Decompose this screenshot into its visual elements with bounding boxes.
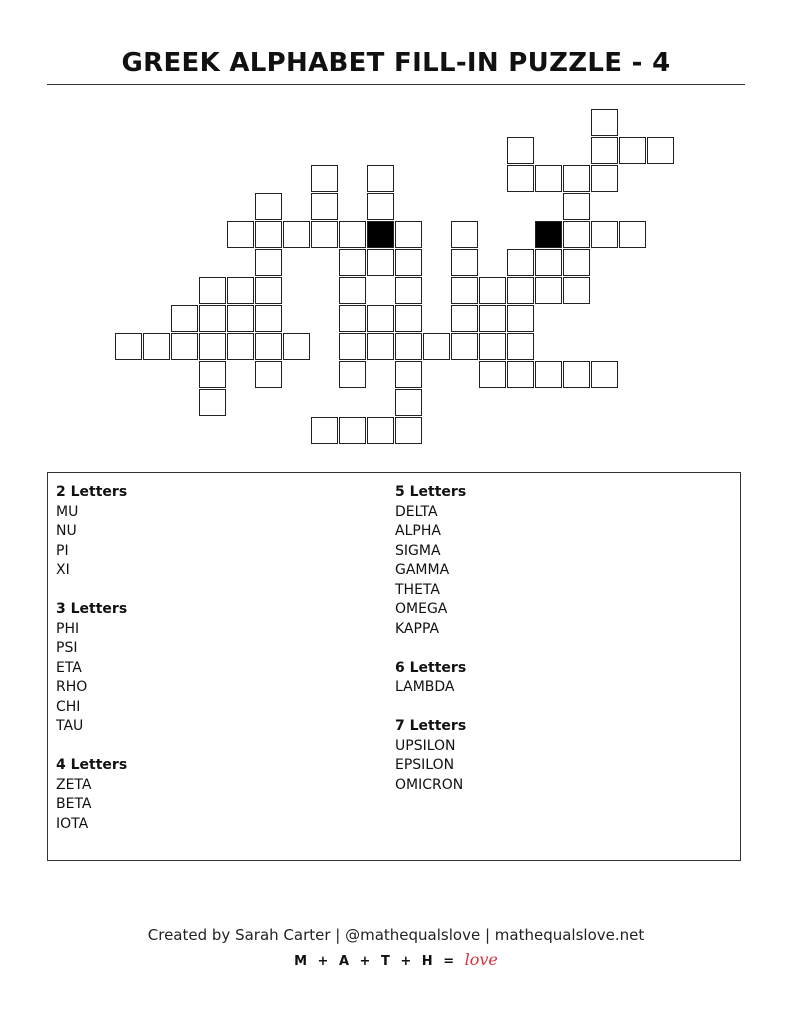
page-title: GREEK ALPHABET FILL-IN PUZZLE - 4 xyxy=(121,48,671,78)
grid-cell[interactable] xyxy=(283,333,310,360)
word-item: GAMMA xyxy=(395,562,450,578)
grid-cell[interactable] xyxy=(227,333,254,360)
grid-cell[interactable] xyxy=(367,417,394,444)
word-item: IOTA xyxy=(56,815,89,832)
word-item: PHI xyxy=(56,620,80,637)
word-item: DELTA xyxy=(395,503,438,520)
logo-love: love xyxy=(464,950,498,969)
word-item: CHI xyxy=(56,698,81,715)
grid-cell[interactable] xyxy=(535,249,562,276)
grid-cell[interactable] xyxy=(255,249,282,276)
grid-cell[interactable] xyxy=(479,333,506,360)
word-group xyxy=(56,600,127,737)
word-item: LAMBDA xyxy=(395,679,455,695)
word-bank-right-column xyxy=(395,483,466,815)
word-group xyxy=(395,717,466,795)
grid-cell[interactable] xyxy=(591,361,618,388)
word-group-heading: 7 Letters xyxy=(395,718,467,734)
grid-cell[interactable] xyxy=(199,333,226,360)
grid-cell[interactable] xyxy=(311,417,338,444)
word-bank-left-column xyxy=(56,483,127,854)
grid-cell[interactable] xyxy=(451,333,478,360)
grid-cell[interactable] xyxy=(451,277,478,304)
grid-cell[interactable] xyxy=(563,165,590,192)
grid-cell[interactable] xyxy=(367,333,394,360)
grid-cell[interactable] xyxy=(591,109,618,136)
word-item: KAPPA xyxy=(395,620,440,637)
grid-cell[interactable] xyxy=(451,249,478,276)
word-item: RHO xyxy=(56,679,88,695)
grid-cell[interactable] xyxy=(423,333,450,360)
grid-cell[interactable] xyxy=(143,333,170,360)
grid-cell[interactable] xyxy=(619,221,646,248)
grid-cell[interactable] xyxy=(591,221,618,248)
grid-cell[interactable] xyxy=(311,193,338,220)
grid-cell[interactable] xyxy=(199,389,226,416)
grid-cell[interactable] xyxy=(171,333,198,360)
grid-cell[interactable] xyxy=(339,305,366,332)
grid-cell[interactable] xyxy=(563,221,590,248)
word-bank xyxy=(47,472,741,861)
word-item: ZETA xyxy=(56,776,92,793)
word-group-heading: 6 Letters xyxy=(395,659,467,676)
word-item: PI xyxy=(56,542,69,559)
grid-cell[interactable] xyxy=(339,333,366,360)
grid-cell[interactable] xyxy=(227,277,254,304)
word-item: ALPHA xyxy=(395,523,441,539)
word-group xyxy=(395,659,466,698)
grid-cell[interactable] xyxy=(507,137,534,164)
grid-cell[interactable] xyxy=(395,361,422,388)
word-item: EPSILON xyxy=(395,757,455,773)
grid-cell[interactable] xyxy=(339,417,366,444)
grid-cell[interactable] xyxy=(507,249,534,276)
word-item: UPSILON xyxy=(395,737,456,754)
word-group-heading: 4 Letters xyxy=(56,757,128,773)
word-item: TAU xyxy=(56,718,84,734)
grid-cell[interactable] xyxy=(283,221,310,248)
grid-cell[interactable] xyxy=(591,165,618,192)
grid-cell[interactable] xyxy=(395,221,422,248)
grid-cell[interactable] xyxy=(339,221,366,248)
word-item: SIGMA xyxy=(395,542,441,559)
grid-cell[interactable] xyxy=(171,305,198,332)
word-group xyxy=(56,483,127,581)
word-group-heading: 2 Letters xyxy=(56,484,128,500)
grid-cell[interactable] xyxy=(115,333,142,360)
grid-cell[interactable] xyxy=(395,305,422,332)
grid-cell[interactable] xyxy=(367,305,394,332)
word-item: NU xyxy=(56,523,77,539)
logo-text: M + A + T + H = xyxy=(294,954,458,969)
grid-cell[interactable] xyxy=(255,277,282,304)
grid-cell[interactable] xyxy=(507,333,534,360)
blocked-cell xyxy=(367,221,394,248)
grid-cell[interactable] xyxy=(507,361,534,388)
word-item: MU xyxy=(56,503,79,520)
word-item: OMICRON xyxy=(395,776,464,793)
word-group-heading: 3 Letters xyxy=(56,601,128,617)
grid-cell[interactable] xyxy=(507,165,534,192)
grid-cell[interactable] xyxy=(451,305,478,332)
word-group-heading: 5 Letters xyxy=(395,484,467,500)
crossword-grid xyxy=(0,0,792,460)
footer-credit: Created by Sarah Carter | @mathequalslove | mathequalslove.net xyxy=(147,926,645,944)
grid-cell[interactable] xyxy=(199,361,226,388)
grid-cell[interactable] xyxy=(507,277,534,304)
grid-cell[interactable] xyxy=(647,137,674,164)
grid-cell[interactable] xyxy=(199,305,226,332)
grid-cell[interactable] xyxy=(367,249,394,276)
grid-cell[interactable] xyxy=(395,417,422,444)
grid-cell[interactable] xyxy=(535,277,562,304)
grid-cell[interactable] xyxy=(535,361,562,388)
grid-cell[interactable] xyxy=(255,333,282,360)
grid-cell[interactable] xyxy=(311,165,338,192)
grid-cell[interactable] xyxy=(619,137,646,164)
word-item: PSI xyxy=(56,640,78,656)
grid-cell[interactable] xyxy=(563,361,590,388)
word-item: ETA xyxy=(56,659,82,676)
grid-cell[interactable] xyxy=(479,361,506,388)
grid-cell[interactable] xyxy=(535,165,562,192)
grid-cell[interactable] xyxy=(199,277,226,304)
word-item: OMEGA xyxy=(395,601,448,617)
grid-cell[interactable] xyxy=(339,361,366,388)
word-group xyxy=(395,483,466,639)
grid-cell[interactable] xyxy=(563,249,590,276)
grid-cell[interactable] xyxy=(451,221,478,248)
grid-cell[interactable] xyxy=(479,305,506,332)
grid-cell[interactable] xyxy=(563,277,590,304)
grid-cell[interactable] xyxy=(255,221,282,248)
brand-logo xyxy=(0,950,792,969)
grid-cell[interactable] xyxy=(563,193,590,220)
grid-cell[interactable] xyxy=(479,277,506,304)
grid-cell[interactable] xyxy=(395,277,422,304)
grid-cell[interactable] xyxy=(311,221,338,248)
grid-cell[interactable] xyxy=(339,277,366,304)
grid-cell[interactable] xyxy=(395,389,422,416)
grid-cell[interactable] xyxy=(395,333,422,360)
word-group xyxy=(56,756,127,834)
grid-cell[interactable] xyxy=(339,249,366,276)
grid-cell[interactable] xyxy=(227,221,254,248)
grid-cell[interactable] xyxy=(591,137,618,164)
grid-cell[interactable] xyxy=(255,305,282,332)
grid-cell[interactable] xyxy=(395,249,422,276)
word-item: BETA xyxy=(56,796,92,812)
grid-cell[interactable] xyxy=(367,193,394,220)
grid-cell[interactable] xyxy=(255,193,282,220)
blocked-cell xyxy=(535,221,562,248)
grid-cell[interactable] xyxy=(255,361,282,388)
grid-cell[interactable] xyxy=(227,305,254,332)
grid-cell[interactable] xyxy=(507,305,534,332)
word-item: XI xyxy=(56,562,70,578)
word-item: THETA xyxy=(395,581,440,598)
grid-cell[interactable] xyxy=(367,165,394,192)
